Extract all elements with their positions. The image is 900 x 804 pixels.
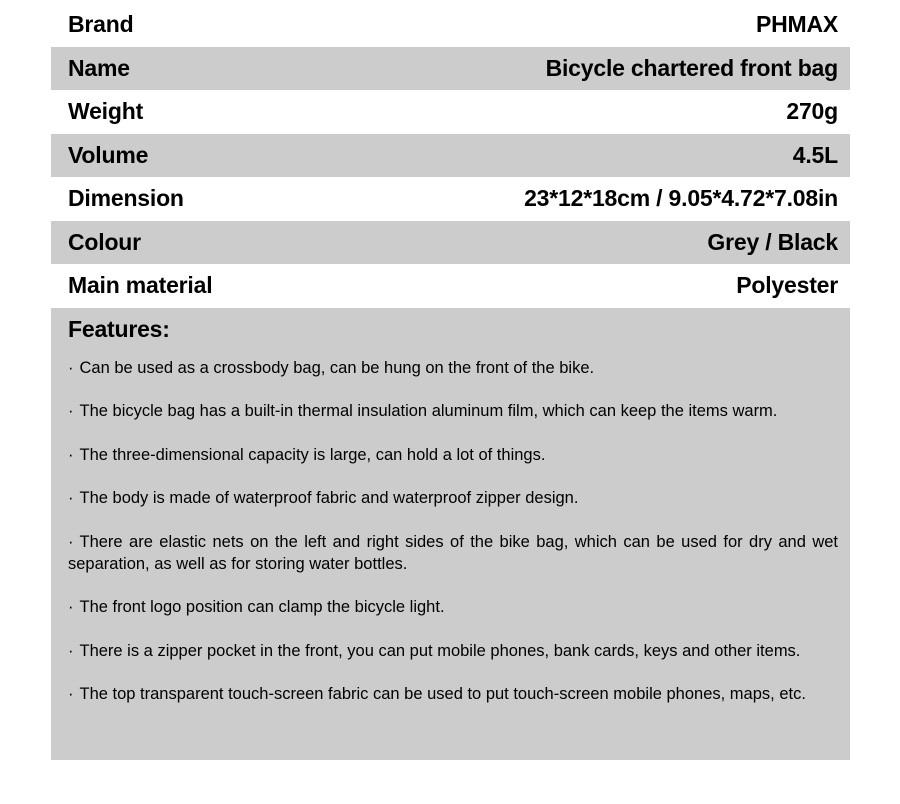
feature-item xyxy=(68,531,842,575)
spec-row-name xyxy=(51,47,850,91)
feature-text: There is a zipper pocket in the front, you can put mobile phones, bank cards, keys and other items. xyxy=(79,641,801,660)
bullet: · xyxy=(68,532,74,551)
feature-item xyxy=(68,357,842,379)
spec-label: Weight xyxy=(68,98,144,125)
feature-item xyxy=(68,400,842,422)
feature-text: The front logo position can clamp the bicycle light. xyxy=(79,598,445,616)
feature-item xyxy=(68,683,842,705)
feature-text: The bicycle bag has a built-in thermal insulation aluminum film, which can keep the items warm. xyxy=(79,402,778,420)
feature-text: The three-dimensional capacity is large, can hold a lot of things. xyxy=(79,445,546,464)
spec-label: Main material xyxy=(68,272,213,299)
feature-item xyxy=(68,596,842,618)
features-title: Features: xyxy=(68,315,170,342)
product-spec-table xyxy=(51,3,850,760)
feature-text: There are elastic nets on the left and right sides of the bike bag, which can be used for dry and wet separation, as well as for storing water bottles. xyxy=(68,532,838,573)
bullet: · xyxy=(68,358,74,377)
spec-row-dimension xyxy=(51,177,850,221)
spec-label: Dimension xyxy=(68,185,184,212)
spec-value: 23*12*18cm / 9.05*4.72*7.08in xyxy=(524,185,838,212)
feature-text: The body is made of waterproof fabric and waterproof zipper design. xyxy=(79,489,579,507)
spec-label: Volume xyxy=(68,141,149,168)
spec-value: 4.5L xyxy=(792,141,838,168)
feature-item xyxy=(68,640,842,662)
spec-label: Colour xyxy=(68,228,141,255)
bullet: · xyxy=(68,641,74,660)
feature-text: The top transparent touch-screen fabric can be used to put touch-screen mobile phones, maps, etc. xyxy=(79,685,806,703)
feature-list xyxy=(68,357,842,706)
spec-row-weight xyxy=(51,90,850,134)
spec-value: Bicycle chartered front bag xyxy=(545,54,838,81)
feature-item xyxy=(68,444,842,466)
spec-value: 270g xyxy=(786,98,838,125)
bullet: · xyxy=(68,445,74,464)
bullet: · xyxy=(68,685,74,703)
spec-value: PHMAX xyxy=(755,11,838,38)
bullet: · xyxy=(68,489,74,507)
bullet: · xyxy=(68,598,74,616)
spec-label: Name xyxy=(68,54,130,81)
spec-row-main-material xyxy=(51,264,850,308)
spec-row-brand xyxy=(51,3,850,47)
spec-value: Polyester xyxy=(736,272,838,299)
feature-item xyxy=(68,487,842,509)
features-section xyxy=(51,308,850,760)
spec-value: Grey / Black xyxy=(707,228,838,255)
spec-label: Brand xyxy=(68,11,134,38)
spec-row-volume xyxy=(51,134,850,178)
feature-text: Can be used as a crossbody bag, can be hung on the front of the bike. xyxy=(79,358,595,377)
bullet: · xyxy=(68,402,74,420)
spec-row-colour xyxy=(51,221,850,265)
